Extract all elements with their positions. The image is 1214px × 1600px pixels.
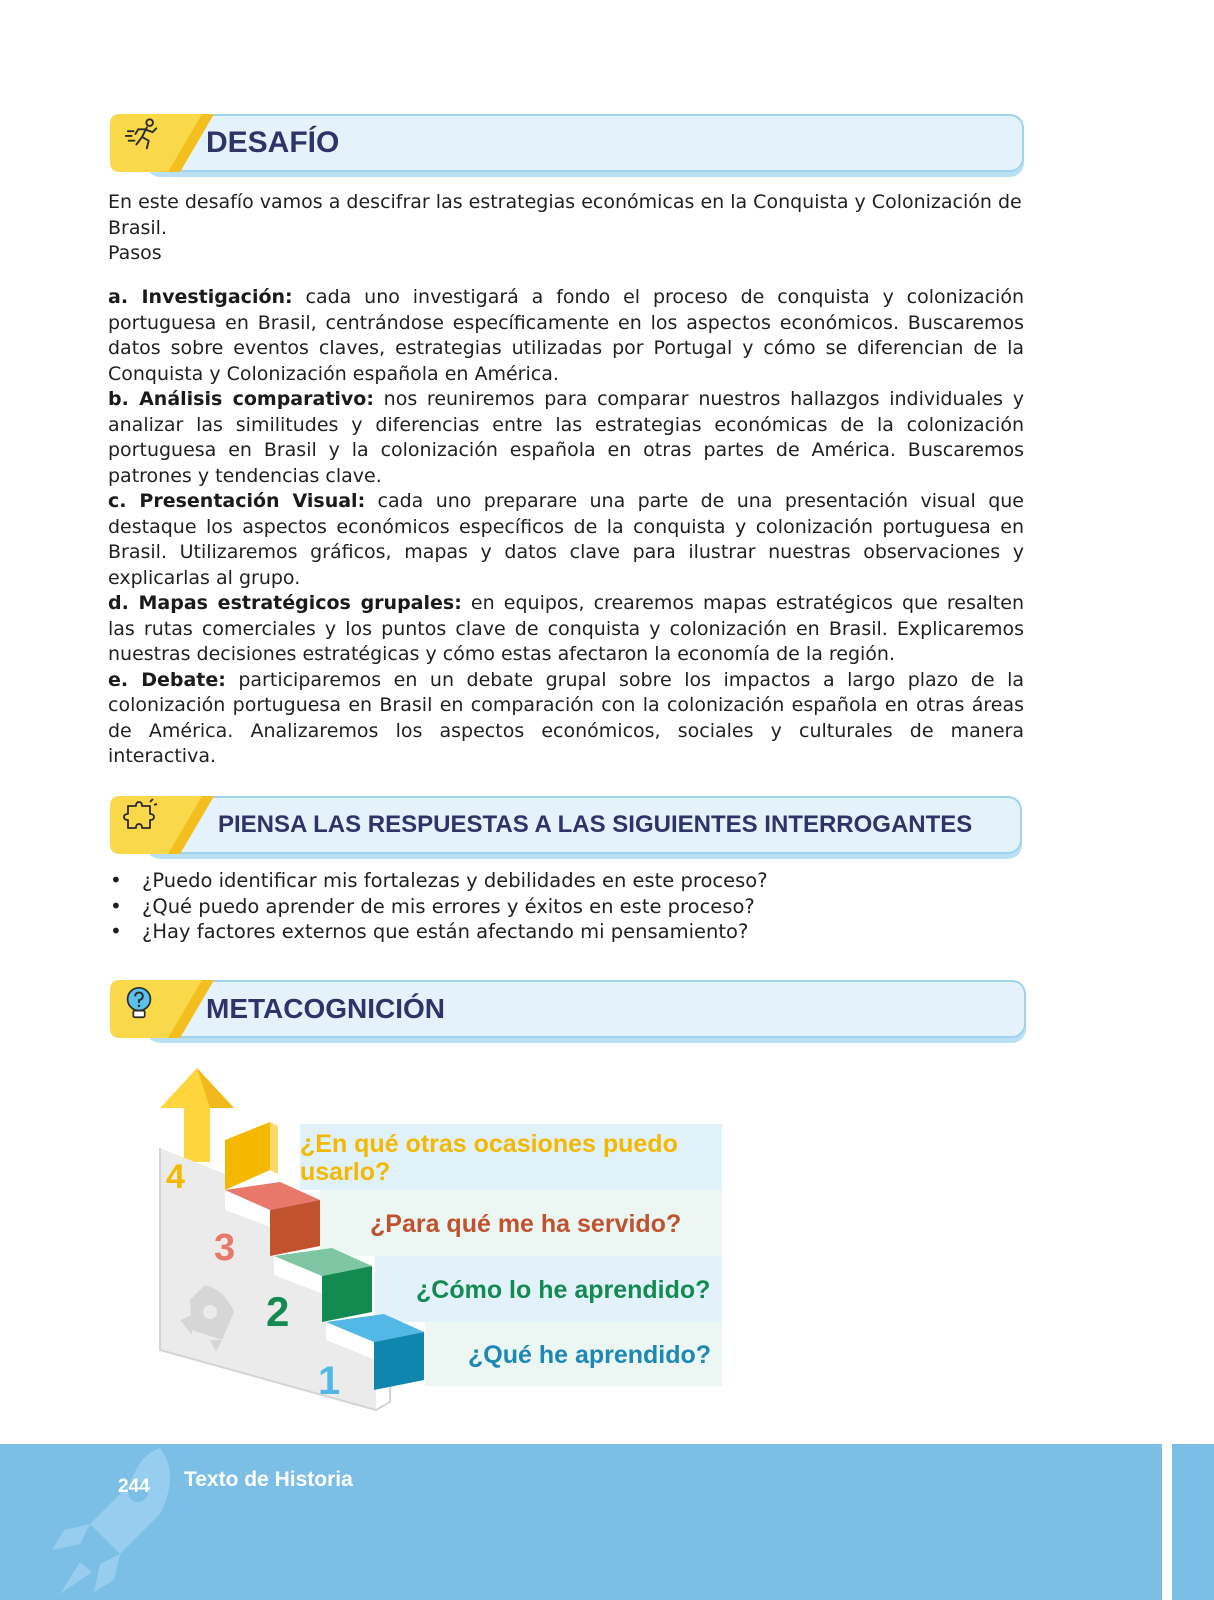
step-e-label: e. Debate: bbox=[108, 668, 226, 691]
step-number-2: 2 bbox=[266, 1288, 290, 1335]
page-number: 244 bbox=[118, 1476, 150, 1497]
stair-question-4: ¿En qué otras ocasiones puedo usarlo? bbox=[300, 1130, 678, 1186]
page-footer bbox=[0, 1444, 1214, 1600]
step-d-text: en equipos, crearemos mapas estratégicos que resalten las rutas comerciales y los puntos clave de conquista y colonización en Brasil. Explicaremos nuestras decisiones estratégicas y cómo estas afectaron la economía de la región. bbox=[108, 592, 1024, 665]
rocket-icon bbox=[40, 1444, 180, 1600]
step-b-text: nos reuniremos para comparar nuestros hallazgos individuales y analizar las similitudes y diferencias entre las estrategias económicas de la colonización portuguesa en Brasil y la colonización española en otras partes de América. Buscaremos patrones y tendencias clave. bbox=[108, 388, 1024, 487]
lightbulb-question-icon bbox=[120, 984, 158, 1022]
step-number-1: 1 bbox=[318, 1359, 341, 1403]
list-item: • ¿Puedo identificar mis fortalezas y debilidades en este proceso? bbox=[108, 868, 908, 894]
section-title: DESAFÍO bbox=[206, 126, 340, 159]
intro-text: En este desafío vamos a descifrar las estrategias económicas en la Conquista y Colonización de Brasil. bbox=[108, 191, 1022, 239]
puzzle-icon bbox=[120, 796, 160, 836]
section-title: METACOGNICIÓN bbox=[206, 993, 446, 1024]
desafio-steps bbox=[108, 285, 1024, 770]
step-c bbox=[108, 489, 1024, 591]
step-a bbox=[108, 285, 1024, 387]
step-number-3: 3 bbox=[214, 1227, 236, 1269]
step-number-4: 4 bbox=[166, 1158, 185, 1196]
desafio-header bbox=[110, 114, 1024, 172]
pasos-label: Pasos bbox=[108, 242, 162, 264]
metacognicion-header bbox=[110, 980, 1026, 1038]
step-d-label: d. Mapas estratégicos grupales: bbox=[108, 592, 462, 614]
step-c-label: c. Presentación Visual: bbox=[108, 490, 366, 512]
footer-divider bbox=[1162, 1444, 1172, 1600]
book-title: Texto de Historia bbox=[184, 1468, 353, 1491]
step-a-text: cada uno investigará a fondo el proceso de conquista y colonización portuguesa en Brasil, centrándose específicamente en los aspectos económicos. Buscaremos datos sobre eventos claves, estrategias utilizadas por Portugal y cómo se diferencian de la Conquista y Colonización española en América. bbox=[108, 286, 1024, 385]
running-person-icon bbox=[124, 116, 162, 154]
questions-list bbox=[108, 868, 908, 945]
section-title: PIENSA LAS RESPUESTAS A LAS SIGUIENTES INTERROGANTES bbox=[218, 811, 973, 838]
step-d bbox=[108, 591, 1024, 668]
staircase-figure bbox=[150, 1050, 730, 1420]
step-a-label: a. Investigación: bbox=[108, 286, 293, 308]
step-e-text: participaremos en un debate grupal sobre los impactos a largo plazo de la colonización portuguesa en Brasil en comparación con la colonización española en otras áreas de América. Analizaremos los aspectos económicos, sociales y culturales de manera interactiva. bbox=[108, 668, 1024, 767]
step-b bbox=[108, 387, 1024, 489]
stair-question-1: ¿Qué he aprendido? bbox=[468, 1341, 712, 1369]
step-b-label: b. Análisis comparativo: bbox=[108, 388, 374, 410]
stair-question-3: ¿Para qué me ha servido? bbox=[370, 1210, 682, 1238]
step-c-text: cada uno preparare una parte de una presentación visual que destaque los aspectos económicos específicos de la conquista y colonización portuguesa en Brasil. Utilizaremos gráficos, mapas y datos clave para ilustrar nuestras observaciones y explicarlas al grupo. bbox=[108, 490, 1024, 589]
list-item: • ¿Hay factores externos que están afectando mi pensamiento? bbox=[108, 919, 908, 945]
stair-question-2: ¿Cómo lo he aprendido? bbox=[416, 1276, 711, 1304]
desafio-intro bbox=[108, 190, 1038, 267]
piensa-header bbox=[110, 796, 1022, 854]
list-item: • ¿Qué puedo aprender de mis errores y éxitos en este proceso? bbox=[108, 894, 908, 920]
step-e bbox=[108, 668, 1024, 770]
